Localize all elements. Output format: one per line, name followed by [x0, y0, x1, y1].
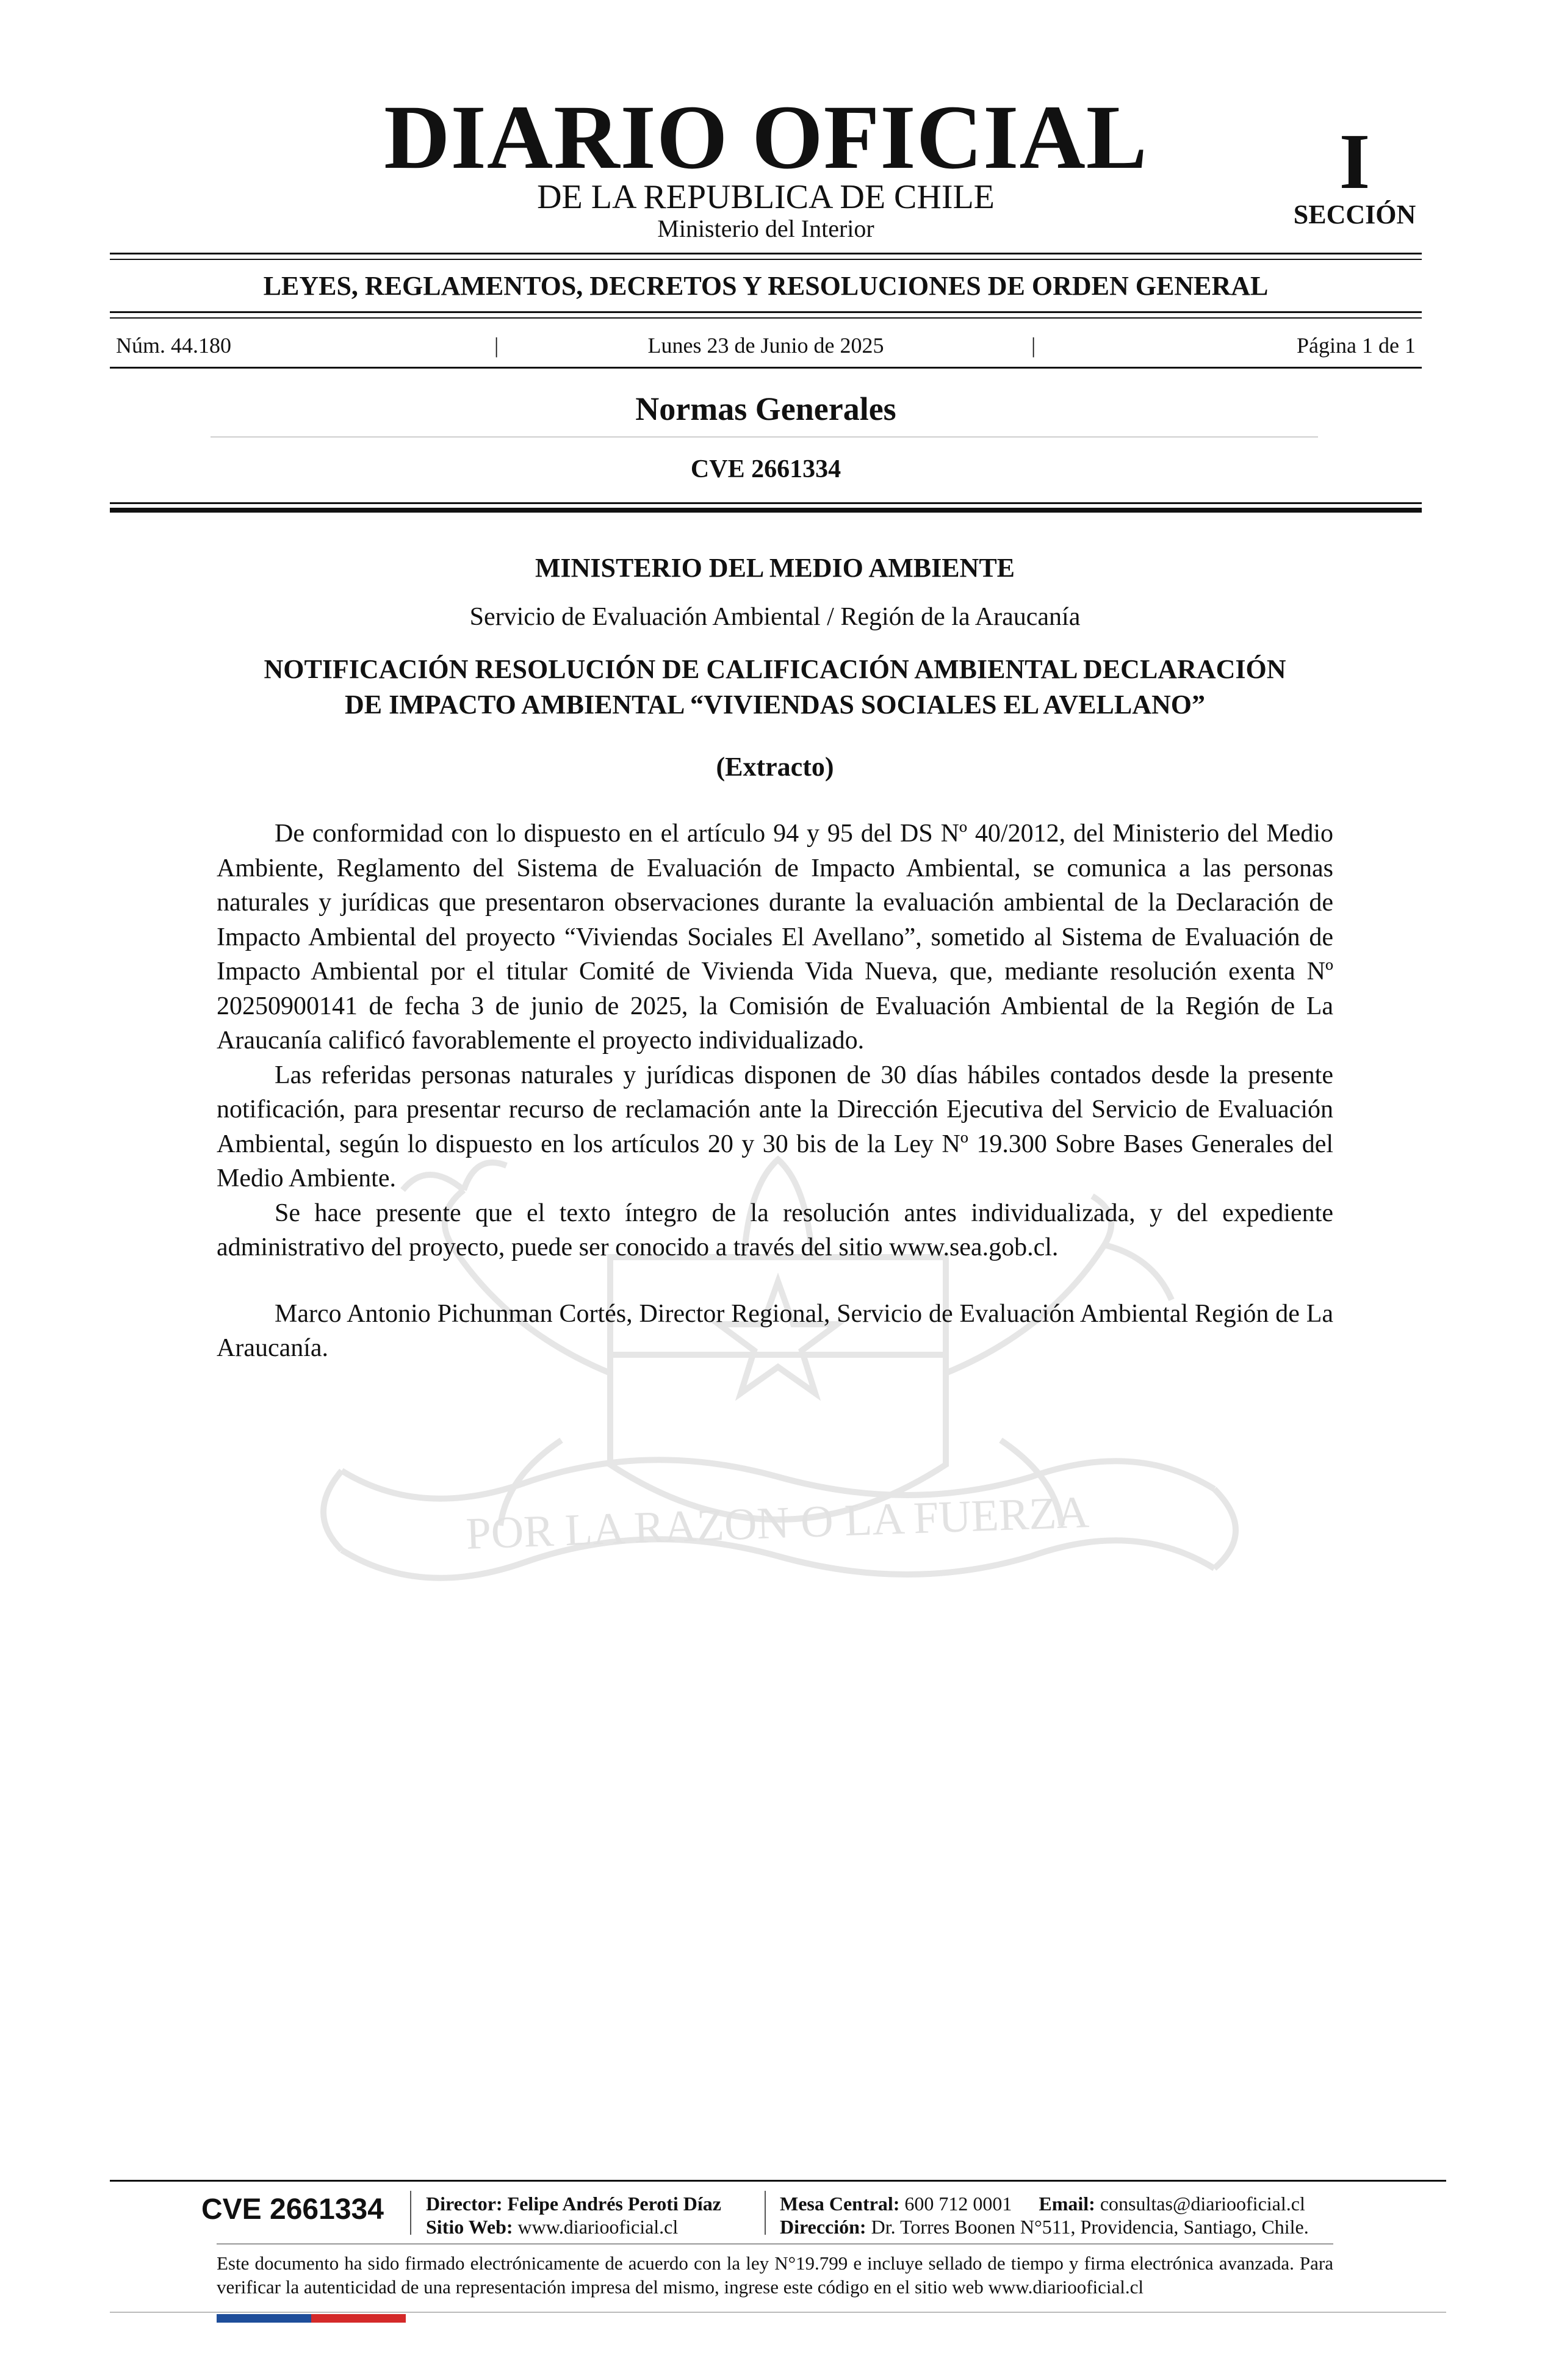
- footer-address: [780, 2217, 1309, 2237]
- footer-website: [426, 2217, 678, 2237]
- footer-phone-value: 600 712 0001: [904, 2193, 1012, 2215]
- footer-director-label: Director:: [426, 2193, 503, 2215]
- footer-bottom-rule: [110, 2312, 1446, 2313]
- flag-stripe-blue: [217, 2314, 311, 2323]
- footer-director-value: Felipe Andrés Peroti Díaz: [507, 2193, 721, 2215]
- watermark-motto: POR LA RAZON O LA FUERZA: [465, 1487, 1090, 1559]
- section-heading: Normas Generales: [635, 391, 896, 427]
- category-rule-1: [110, 311, 1422, 313]
- category-rule-2: [110, 317, 1422, 319]
- footer-contact: [780, 2194, 1305, 2213]
- flag-stripe-red: [311, 2314, 406, 2323]
- footer-director: [426, 2194, 721, 2213]
- issue-rule: [110, 367, 1422, 369]
- cve-code: CVE 2661334: [690, 455, 841, 483]
- section-label: SECCIÓN: [1293, 200, 1416, 229]
- footer-address-value: Dr. Torres Boonen N°511, Providencia, Santiago, Chile.: [871, 2216, 1309, 2238]
- masthead-rule-1: [110, 253, 1422, 254]
- footer-cve-code: CVE 2661334: [201, 2193, 384, 2226]
- document-title-line-2: DE IMPACTO AMBIENTAL “VIVIENDAS SOCIALES EL AVELLANO”: [345, 690, 1205, 719]
- document-service: Servicio de Evaluación Ambiental / Región de la Araucanía: [469, 603, 1081, 631]
- category-heading: LEYES, REGLAMENTOS, DECRETOS Y RESOLUCIONES DE ORDEN GENERAL: [263, 271, 1269, 301]
- issue-separator-right: |: [1031, 333, 1036, 358]
- document-title-line-1: NOTIFICACIÓN RESOLUCIÓN DE CALIFICACIÓN AMBIENTAL DECLARACIÓN: [264, 654, 1286, 684]
- extract-label: (Extracto): [716, 752, 834, 782]
- document-ministry: MINISTERIO DEL MEDIO AMBIENTE: [535, 553, 1015, 583]
- masthead-title: DIARIO OFICIAL: [384, 87, 1148, 188]
- section-heading-rule: [211, 436, 1318, 438]
- issue-info-row: [110, 334, 1422, 359]
- body-top-rule-1: [110, 502, 1422, 504]
- footer-separator-2: [765, 2191, 766, 2235]
- issue-date: Lunes 23 de Junio de 2025: [647, 333, 884, 358]
- issue-number: Núm. 44.180: [116, 333, 231, 358]
- section-number: I: [1339, 118, 1371, 206]
- footer-top-rule: [110, 2180, 1446, 2182]
- footer-email-link[interactable]: consultas@diariooficial.cl: [1100, 2193, 1305, 2215]
- body-paragraph-1: De conformidad con lo dispuesto en el artículo 94 y 95 del DS Nº 40/2012, del Ministerio del Medio Ambiente, Reglamento del Sistema de Evaluación de Impacto Ambiental, se comunica a las personas naturales y jurídicas que presentaron observaciones durante la evaluación ambiental de la Declaración de Impacto Ambiental del proyecto “Viviendas Sociales El Avellano”, sometido al Sistema de Evaluación de Impacto Ambiental por el titular Comité de Vivienda Vida Nueva, que, mediante resolución exenta Nº 20250900141 de fecha 3 de junio de 2025, la Comisión de Evaluación Ambiental de la Región de La Araucanía calificó favorablemente el proyecto individualizado.: [217, 820, 1333, 1055]
- signature-paragraph: Marco Antonio Pichunman Cortés, Director Regional, Servicio de Evaluación Ambiental Región de La Araucanía.: [217, 1299, 1333, 1362]
- footer-website-label: Sitio Web:: [426, 2216, 513, 2238]
- issue-page: Página 1 de 1: [1297, 333, 1416, 358]
- footer-phone-label: Mesa Central:: [780, 2193, 900, 2215]
- issue-separator-left: |: [494, 333, 499, 358]
- masthead-subtitle: DE LA REPUBLICA DE CHILE: [537, 178, 995, 216]
- body-paragraph-2: Las referidas personas naturales y jurídicas disponen de 30 días hábiles contados desde la presente notificación, para presentar recurso de reclamación ante la Dirección Ejecutiva del Servicio de Evaluación Ambiental, según lo dispuesto en los artículos 20 y 30 bis de la Ley Nº 19.300 Sobre Bases Generales del Medio Ambiente.: [217, 1061, 1333, 1192]
- footer-mid-rule: [217, 2243, 1333, 2245]
- footer-website-link[interactable]: www.diariooficial.cl: [517, 2216, 679, 2238]
- body-top-rule-2: [110, 508, 1422, 513]
- footer-separator-1: [410, 2191, 411, 2235]
- masthead-rule-2: [110, 259, 1422, 260]
- footer-legal-notice: Este documento ha sido firmado electrónicamente de acuerdo con la ley N°19.799 e incluye sellado de tiempo y firma electrónica avanzada. Para verificar la autenticidad de una representación impresa del mismo, ingrese este código en el sitio web www.diariooficial.cl: [217, 2252, 1333, 2298]
- footer-email-label: Email:: [1039, 2193, 1095, 2215]
- masthead-ministry: Ministerio del Interior: [657, 215, 874, 242]
- body-paragraph-3: Se hace presente que el texto íntegro de la resolución antes individualizada, y del expediente administrativo del proyecto, puede ser conocido a través del sitio www.sea.gob.cl.: [217, 1199, 1333, 1261]
- document-body: [217, 817, 1333, 1366]
- document-title: [217, 652, 1333, 723]
- footer-address-label: Dirección:: [780, 2216, 866, 2238]
